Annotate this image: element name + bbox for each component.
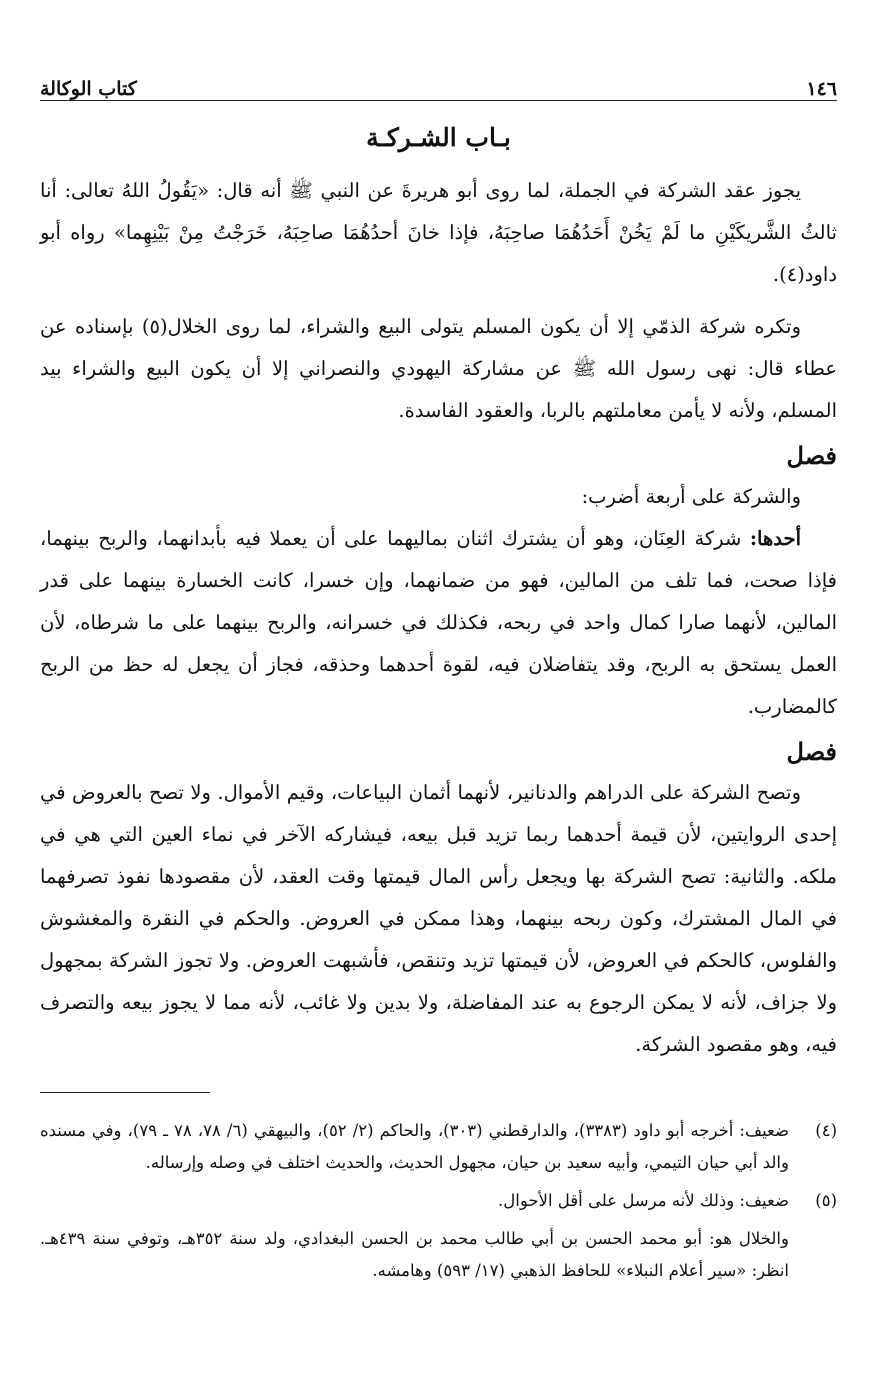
footnote-text: ضعيف: وذلك لأنه مرسل على أقل الأحوال.: [498, 1191, 789, 1210]
paragraph-2: وتكره شركة الذمّي إلا أن يكون المسلم يتولى البيع والشراء، لما روى الخلال(٥) بإسناده عن عطاء قال: نهى رسول الله ﷺ عن مشاركة اليهودي والنصراني إلا أن يكون البيع والشراء بيد المسلم، ولأنه لا يأمن معاملتهم بالربا، والعقود الفاسدة.: [40, 315, 837, 422]
footnote-5: [40, 1185, 837, 1217]
paragraph-1: يجوز عقد الشركة في الجملة، لما روى أبو هريرةَ عن النبي ﷺ أنه قال: «يَقُولُ اللهُ تعالى: أنا ثالثُ الشَّريكَيْنِ ما لَمْ يَخُنْ أَحَدُهُمَا صاحِبَهُ، فإذا خانَ أحدُهُمَا صاحِبَهُ، خَرَجْتُ مِنْ بَيْنِهِما» رواه أبو داود(٤).: [40, 179, 837, 286]
section-1-paragraph: [40, 518, 837, 728]
section-1-text: شركة العِنَان، وهو أن يشترك اثنان بماليهما على أن يعملا فيه بأبدانهما، والربح بينهما، فإذا صحت، فما تلف من المالين، فهو من ضمانهما، وإن خسرا، كانت الخسارة بينهما على قدر المالين، لأنهما صارا كمال واحد في ربحه، فكذلك في خسرانه، والربح بينهما على ما شرطاه، لأن العمل يستحق به الربح، وقد يتفاضلان فيه، لقوة أحدهما وحذقه، فجاز أن يجعل له حظ من الربح كالمضارب.: [40, 527, 837, 718]
section-1-lead: أحدها:: [749, 527, 801, 550]
footnote-divider: [40, 1092, 210, 1093]
section-1-intro: والشركة على أربعة أضرب:: [581, 485, 801, 508]
footnote-5-continuation: والخلال هو: أبو محمد الحسن بن أبي طالب محمد بن الحسن البغدادي، ولد سنة ٣٥٢هـ، وتوفي سنة ٤٣٩هـ. انظر: «سير أعلام النبلاء» للحافظ الذهبي (١٧/ ٥٩٣) وهامشه.: [40, 1229, 789, 1280]
footnote-4: [40, 1115, 837, 1179]
section-2-paragraph: وتصح الشركة على الدراهم والدنانير، لأنهما أثمان البياعات، وقيم الأموال. ولا تصح بالعروض في إحدى الروايتين، لأن قيمة أحدهما ربما تزيد قبل بيعه، فيشاركه الآخر في نماء العين التي هي في ملكه. والثانية: تصح الشركة بها ويجعل رأس المال قيمتها وقت العقد، لأن مقصودها نفوذ تصرفهما في المال المشترك، وكون ربحه بينهما، وهذا ممكن في العروض. والحكم في النقرة والمغشوش والفلوس، كالحكم في العروض، لأن قيمتها تزيد وتنقص، فأشبهت العروض. ولا تجوز الشركة بمجهول ولا جزاف، لأنه لا يمكن الرجوع به عند المفاضلة، ولا بدين ولا غائب، لأنه مما لا يجوز بيعه والتصرف فيه، وهو مقصود الشركة.: [40, 781, 837, 1056]
page-number: ١٤٦: [806, 78, 837, 100]
section-heading-2: فصل: [786, 737, 837, 766]
section-heading-1: فصل: [786, 441, 837, 470]
running-header: [40, 62, 837, 101]
chapter-title: بـاب الشـركـة: [366, 123, 511, 152]
footnote-text: ضعيف: أخرجه أبو داود (٣٣٨٣)، والدارقطني (٣٠٣)، والحاكم (٢/ ٥٢)، والبيهقي (٦/ ٧٨، ٧٨ ـ ٧٩)، وفي مسنده والد أبي حيان التيمي، وأبيه سعيد بن حيان، مجهول الحديث، والحديث اختلف في وصله وإرساله.: [40, 1121, 790, 1172]
book-title: كتاب الوكالة: [40, 78, 137, 100]
footnote-number: (٤): [815, 1121, 837, 1140]
footnote-number: (٥): [815, 1191, 837, 1210]
